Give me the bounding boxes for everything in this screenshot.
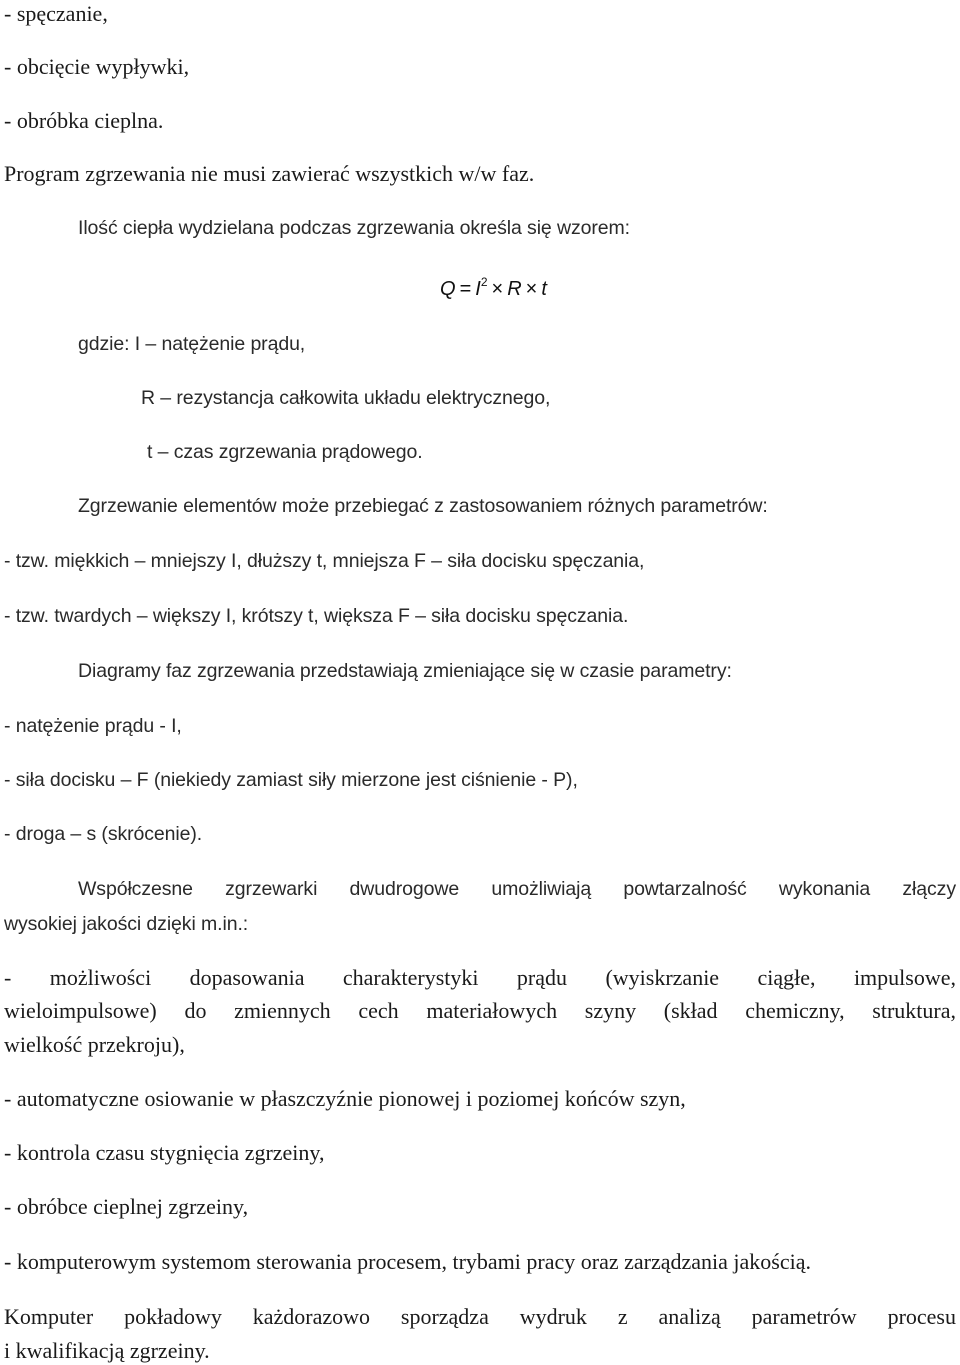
formula-equals: = bbox=[459, 278, 472, 300]
list-item-heat-treatment: - obróbka cieplna. bbox=[4, 108, 164, 133]
legend-resistance: R – rezystancja całkowita układu elektrycznego, bbox=[141, 387, 551, 409]
list-item-auto-alignment: - automatyczne osiowanie w płaszczyźnie pionowej i poziomej końców szyn, bbox=[4, 1086, 686, 1111]
legend-time: t – czas zgrzewania prądowego. bbox=[147, 441, 423, 463]
list-item-current-matching-line2: wieloimpulsowe) do zmiennych cech materiałowych szyny (skład chemiczny, struktura, bbox=[4, 998, 956, 1023]
paragraph-parameters-intro: Zgrzewanie elementów może przebiegać z zastosowaniem różnych parametrów: bbox=[78, 495, 768, 517]
legend-current: gdzie: I – natężenie prądu, bbox=[78, 333, 306, 355]
list-item-cooling-control: - kontrola czasu stygnięcia zgrzeiny, bbox=[4, 1140, 325, 1165]
formula-current: I bbox=[475, 278, 481, 300]
list-item-hard-parameters: - tzw. twardych – większy I, krótszy t, większa F – siła docisku spęczania. bbox=[4, 605, 629, 627]
formula-lhs: Q bbox=[440, 278, 456, 300]
formula-exponent: 2 bbox=[480, 275, 488, 289]
formula-times-2: × bbox=[525, 278, 538, 300]
list-item-current-matching-line3: wielkość przekroju), bbox=[4, 1032, 185, 1057]
list-item-flash-trimming: - obcięcie wypływki, bbox=[4, 54, 190, 79]
list-item-soft-parameters: - tzw. miękkich – mniejszy I, dłuższy t, mniejsza F – siła docisku spęczania, bbox=[4, 550, 645, 572]
formula-times-1: × bbox=[491, 278, 504, 300]
list-item-upsetting: - spęczanie, bbox=[4, 1, 108, 26]
list-item-force: - siła docisku – F (niekiedy zamiast siły mierzone jest ciśnienie - P), bbox=[4, 769, 578, 791]
list-item-distance: - droga – s (skrócenie). bbox=[4, 823, 203, 845]
list-item-current: - natężenie prądu - I, bbox=[4, 715, 182, 737]
paragraph-program-note: Program zgrzewania nie musi zawierać wszystkich w/w faz. bbox=[4, 161, 535, 186]
list-item-computer-control: - komputerowym systemom sterowania procesem, trybami pracy oraz zarządzania jakością. bbox=[4, 1249, 811, 1274]
list-item-current-matching-line1: - możliwości dopasowania charakterystyki prądu (wyiskrzanie ciągłe, impulsowe, bbox=[4, 965, 956, 990]
paragraph-heat-intro: Ilość ciepła wydzielana podczas zgrzewania określa się wzorem: bbox=[78, 217, 630, 239]
list-item-heat-treatment-weld: - obróbce cieplnej zgrzeiny, bbox=[4, 1194, 249, 1219]
paragraph-onboard-computer-line2: i kwalifikacją zgrzeiny. bbox=[4, 1338, 210, 1363]
formula-resistance: R bbox=[507, 278, 522, 300]
formula-time: t bbox=[541, 278, 547, 300]
paragraph-onboard-computer-line1: Komputer pokładowy każdorazowo sporządza wydruk z analizą parametrów procesu bbox=[4, 1304, 956, 1329]
paragraph-modern-welders-line2: wysokiej jakości dzięki m.in.: bbox=[4, 913, 249, 935]
paragraph-modern-welders-line1: Współczesne zgrzewarki dwudrogowe umożliwiają powtarzalność wykonania złączy bbox=[78, 878, 956, 900]
heat-formula bbox=[440, 268, 547, 303]
paragraph-diagrams-intro: Diagramy faz zgrzewania przedstawiają zmieniające się w czasie parametry: bbox=[78, 660, 732, 682]
